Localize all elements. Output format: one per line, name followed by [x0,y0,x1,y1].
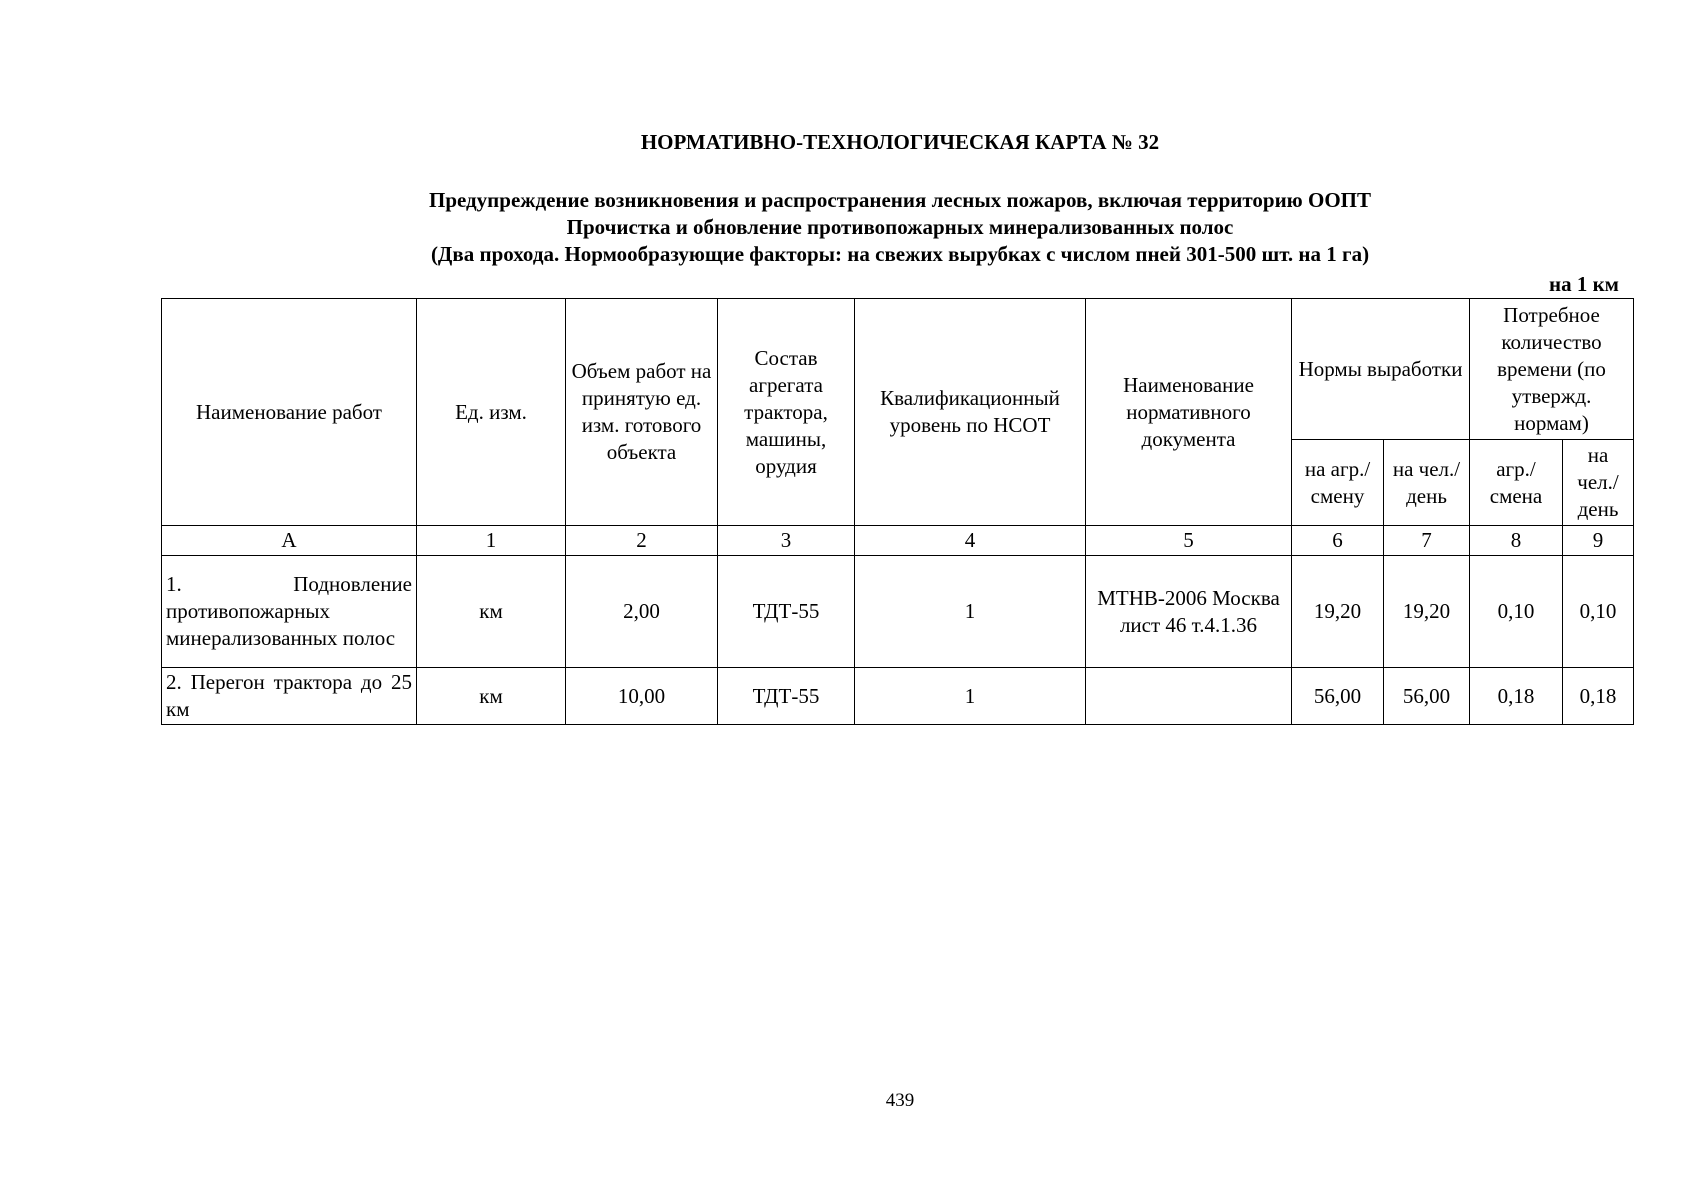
header-norms-per-unit: на агр./ смену [1292,440,1384,526]
subtitle-line-1: Предупреждение возникновения и распространения лесных пожаров, включая территорию ООПТ [428,188,1371,212]
unit-cell: км [417,556,566,668]
composition-cell: ТДТ-55 [718,556,855,668]
header-work-name: Наименование работ [162,299,417,526]
column-number: 3 [718,526,855,556]
table-row [162,556,1634,668]
header-composition: Состав агрегата трактора, машины, орудия [718,299,855,526]
time-unit-cell: 0,10 [1470,556,1563,668]
header-norms: Нормы выработки [1292,299,1470,440]
header-volume: Объем работ на принятую ед. изм. готового объекта [566,299,718,526]
header-time-per-unit: агр./ смена [1470,440,1563,526]
column-number: 4 [855,526,1086,556]
document-cell [1086,668,1292,725]
column-number: 8 [1470,526,1563,556]
header-norms-per-person: на чел./ день [1384,440,1470,526]
volume-cell: 10,00 [566,668,718,725]
header-normative-document: Наименование нормативного документа [1086,299,1292,526]
work-name-cell: 1. Подновление противопожарных минерализованных полос [162,556,417,668]
unit-note: на 1 км [1548,272,1619,296]
column-number: 6 [1292,526,1384,556]
norms-table [161,298,1634,725]
table-row [162,668,1634,725]
document-cell: МТНВ-2006 Москва лист 46 т.4.1.36 [1086,556,1292,668]
time-person-cell: 0,18 [1563,668,1634,725]
norm-person-cell: 19,20 [1384,556,1470,668]
qualification-cell: 1 [855,556,1086,668]
header-time: Потребное количество времени (по утвержд. нормам) [1470,299,1634,440]
work-name-cell: 2. Перегон трактора до 25 км [162,668,417,725]
norm-unit-cell: 19,20 [1292,556,1384,668]
header-unit: Ед. изм. [417,299,566,526]
column-number: 2 [566,526,718,556]
table-header-row [162,299,1634,440]
column-number: 1 [417,526,566,556]
header-qualification: Квалификационный уровень по НСОТ [855,299,1086,526]
subtitle-line-3: (Два прохода. Нормообразующие факторы: на свежих вырубках с числом пней 301-500 шт. на 1 га) [430,242,1370,266]
time-unit-cell: 0,18 [1470,668,1563,725]
page-title: НОРМАТИВНО-ТЕХНОЛОГИЧЕСКАЯ КАРТА № 32 [640,130,1160,154]
qualification-cell: 1 [855,668,1086,725]
composition-cell: ТДТ-55 [718,668,855,725]
column-number: 9 [1563,526,1634,556]
time-person-cell: 0,10 [1563,556,1634,668]
volume-cell: 2,00 [566,556,718,668]
subtitle-block [0,187,1697,268]
column-number-row [162,526,1634,556]
column-number: А [162,526,417,556]
column-number: 7 [1384,526,1470,556]
page-number: 439 [885,1090,915,1111]
header-time-per-person: на чел./ день [1563,440,1634,526]
column-number: 5 [1086,526,1292,556]
subtitle-line-2: Прочистка и обновление противопожарных минерализованных полос [566,215,1234,239]
norm-unit-cell: 56,00 [1292,668,1384,725]
unit-cell: км [417,668,566,725]
norm-person-cell: 56,00 [1384,668,1470,725]
